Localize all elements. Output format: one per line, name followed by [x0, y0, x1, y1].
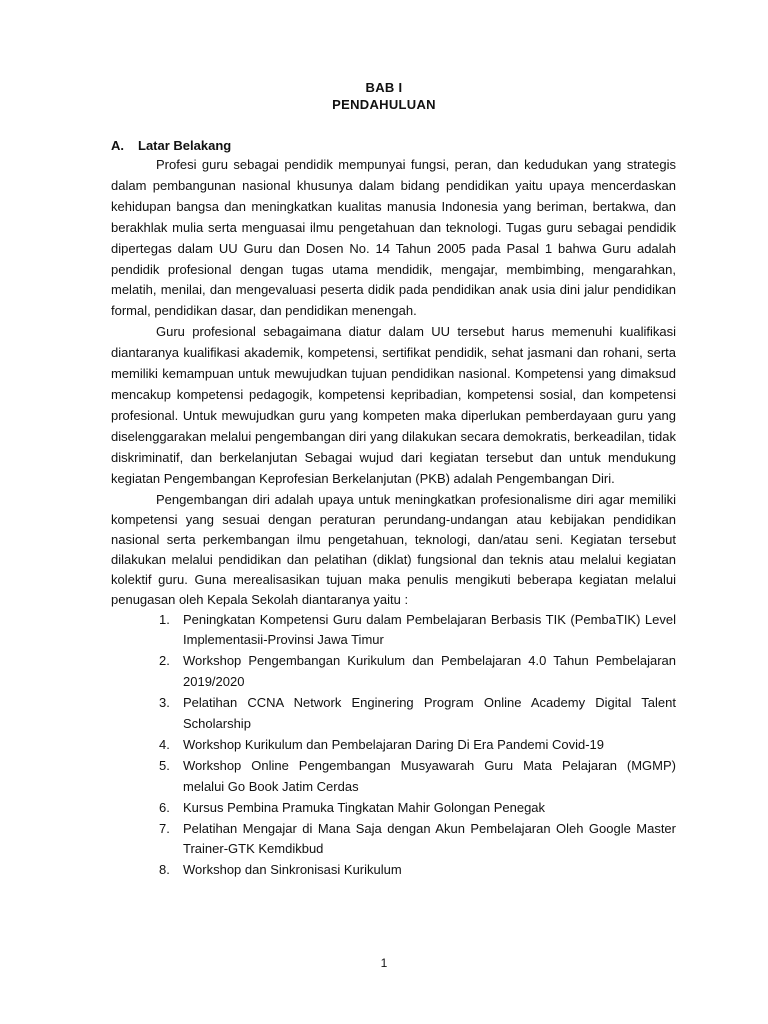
section-heading — [111, 138, 231, 153]
list-item — [111, 651, 676, 693]
list-item-number: 3. — [159, 695, 170, 711]
list-item — [111, 798, 676, 819]
list-item-number: 2. — [159, 653, 170, 669]
paragraph: Pengembangan diri adalah upaya untuk meningkatkan profesionalisme diri agar memiliki kompetensi yang sesuai dengan peraturan perundang-undangan atau kebijakan pendidikan nasional serta perkembangan ilmu pengetahuan, teknologi, dan/atau seni. Kegiatan tersebut dilakukan melalui pendidikan dan pelatihan (diklat) fungsional dan teknis atau melalui kegiatan kolektif guru. Guna merealisasikan tujuan maka penulis mengikuti beberapa kegiatan melalui penugasan oleh Kepala Sekolah diantaranya yaitu : — [111, 491, 676, 607]
chapter-number: BAB I — [365, 80, 403, 95]
list-item — [111, 756, 676, 798]
list-item-text: Peningkatan Kompetensi Guru dalam Pembelajaran Berbasis TIK (PembaTIK) Level Implementasii-Provinsi Jawa Timur — [183, 611, 676, 648]
list-item-text: Kursus Pembina Pramuka Tingkatan Mahir Golongan Penegak — [183, 799, 546, 815]
section-title: Latar Belakang — [138, 138, 232, 153]
list-item-number: 6. — [159, 799, 170, 815]
list-item-number: 8. — [159, 862, 170, 878]
activity-list — [111, 610, 676, 882]
list-item — [111, 819, 676, 861]
list-item — [111, 735, 676, 756]
list-item-text: Workshop Pengembangan Kurikulum dan Pembelajaran 4.0 Tahun Pembelajaran 2019/2020 — [183, 653, 676, 690]
list-item-text: Pelatihan Mengajar di Mana Saja dengan Akun Pembelajaran Oleh Google Master Trainer-GTK Kemdikbud — [183, 820, 676, 857]
list-item-text: Workshop Kurikulum dan Pembelajaran Daring Di Era Pandemi Covid-19 — [183, 736, 605, 752]
list-item-number: 7. — [159, 820, 170, 836]
list-item — [111, 610, 676, 652]
section-letter: A. — [111, 138, 124, 153]
paragraph: Guru profesional sebagaimana diatur dalam UU tersebut harus memenuhi kualifikasi diantaranya kualifikasi akademik, kompetensi, sertifikat pendidik, sehat jasmani dan rohani, serta memiliki kemampuan untuk mewujudkan tujuan pendidikan nasional. Kompetensi yang dimaksud mencakup kompetensi pedagogik, kompetensi kepribadian, kompetensi sosial, dan kompetensi profesional. Untuk mewujudkan guru yang kompeten maka diperlukan pemberdayaan guru yang diselenggarakan melalui pengembangan diri yang dilakukan secara demokratis, berkeadilan, tidak diskriminatif, dan berkelanjutan Sebagai wujud dari kegiatan tersebut dan untuk mendukung kegiatan Pengembangan Keprofesian Berkelanjutan (PKB) adalah Pengembangan Diri. — [111, 324, 676, 486]
list-item-text: Pelatihan CCNA Network Enginering Program Online Academy Digital Talent Scholarship — [183, 695, 676, 732]
list-item — [111, 693, 676, 735]
chapter-title: PENDAHULUAN — [332, 97, 436, 112]
list-item-number: 5. — [159, 757, 170, 773]
list-item-number: 4. — [159, 736, 170, 752]
list-item-number: 1. — [159, 611, 170, 627]
body-text — [111, 155, 676, 881]
list-item — [111, 860, 676, 881]
list-item-text: Workshop dan Sinkronisasi Kurikulum — [183, 862, 402, 878]
page-number: 1 — [380, 956, 388, 970]
paragraph: Profesi guru sebagai pendidik mempunyai fungsi, peran, dan kedudukan yang strategis dalam pembangunan nasional khusunya dalam bidang pendidikan yaitu upaya mencerdaskan kehidupan bangsa dan meningkatkan kualitas manusia Indonesia yang beriman, bertakwa, dan berakhlak mulia serta menguasai ilmu pengetahuan dan teknologi. Tugas guru sebagai pendidik dipertegas dalam UU Guru dan Dosen No. 14 Tahun 2005 pada Pasal 1 bahwa Guru adalah pendidik profesional dengan tugas utama mendidik, mengajar, membimbing, mengarahkan, melatih, menilai, dan mengevaluasi peserta didik pada pendidikan anak usia dini jalur pendidikan formal, pendidikan dasar, dan pendidikan menengah. — [111, 157, 676, 319]
list-item-text: Workshop Online Pengembangan Musyawarah Guru Mata Pelajaran (MGMP) melalui Go Book Jatim Cerdas — [183, 757, 676, 794]
